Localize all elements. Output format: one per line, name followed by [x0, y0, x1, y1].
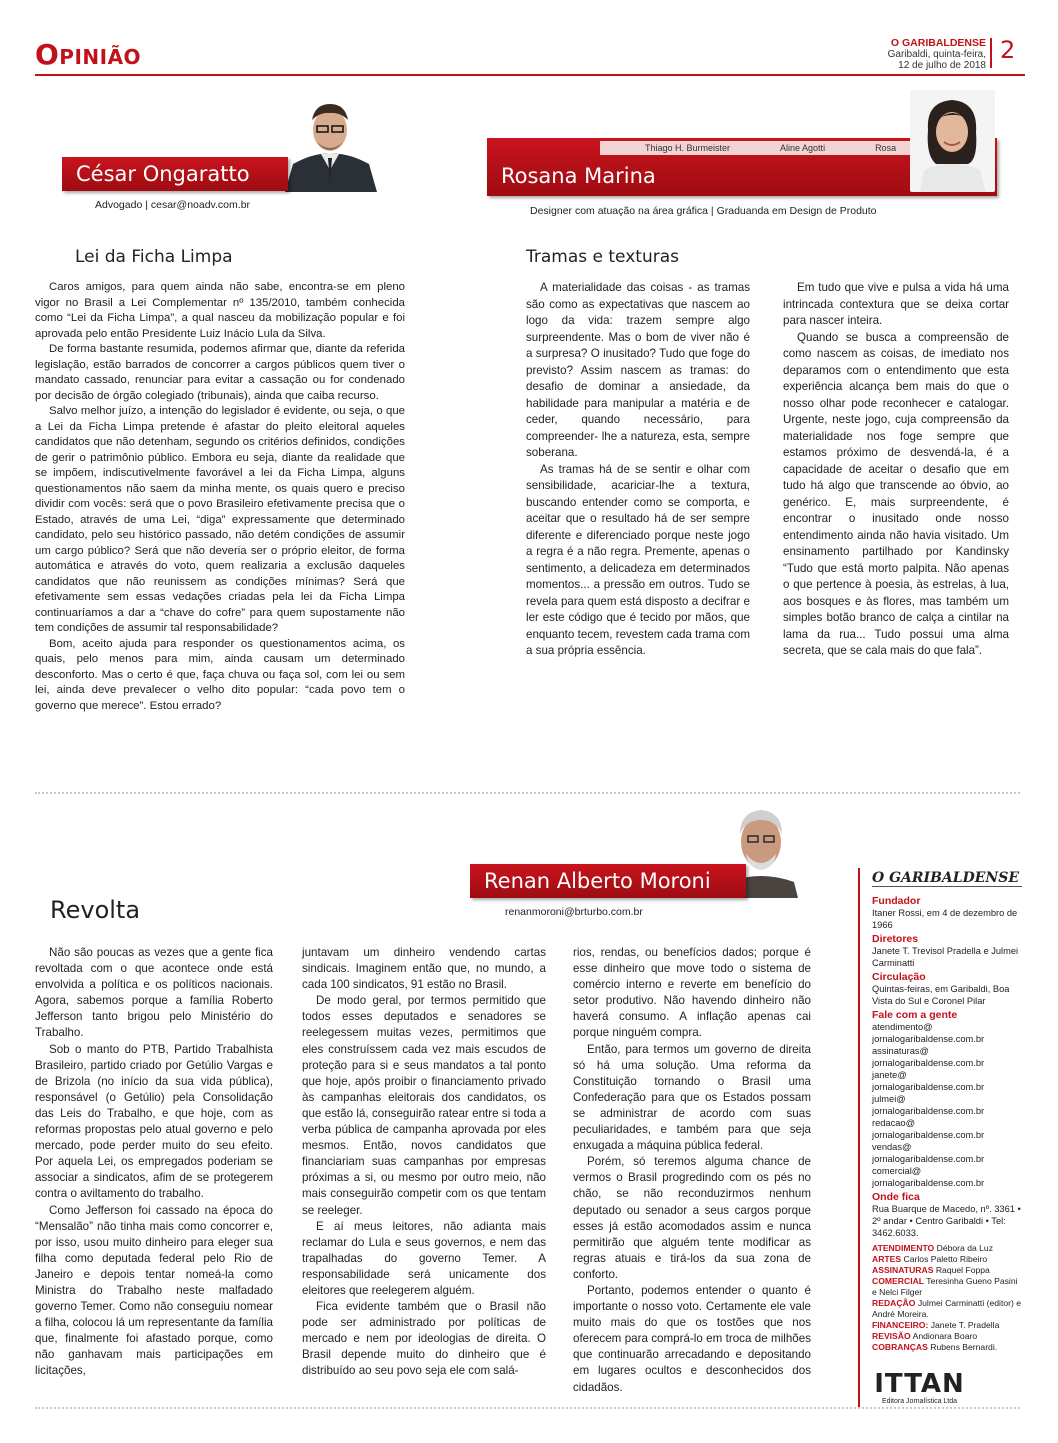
- contact-heading: Fale com a gente: [872, 1009, 958, 1021]
- columnist-tab: Aline Agotti: [780, 143, 826, 153]
- paragraph: Salvo melhor juízo, a intenção do legislador é evidente, ou seja, o que a Lei da Ficha Limpa pretende é afastar do pleito eleitoral aqueles candidatos que não detenham, segundo os critérios definidos, condições de gerir o patrimônio público. Embora eu seja, diante da realidade que se impõem, indiscutivelmente favorável a lei da Ficha Limpa, alguns questionamentos não saem da minha mente, os quais quero e preciso dividir com vocês: será que o povo Brasileiro efetivamente precisa que o Estado, através de uma Lei, “diga” expressamente que determinado candidato, pelo seu histórico passado, não detém condições de assumir um cargo público? Será que não deveria ser o próprio eleitor, de forma automática e através do voto, quem realizaria a exclusão daqueles candidatos que não reunissem as condições mínimas? Será que efetivamente sem essas vedações criadas pela lei da Ficha Limpa continuaríamos a dar a “chave do cofre” para quem supostamente não tem condições de assumir tal responsabilidade?: [35, 405, 405, 634]
- article-title-ficha-limpa: Lei da Ficha Limpa: [75, 247, 233, 267]
- email-line: jornalogaribaldense.com.br: [872, 1082, 985, 1092]
- article-body-ficha-limpa: [35, 280, 405, 714]
- staff-names: Julmei Carminatti (editor) e André Moreira.: [872, 1298, 1021, 1319]
- columnist-name: Rosana Marina: [501, 164, 656, 188]
- diretores-heading: Diretores: [872, 933, 919, 945]
- email-line: jornalogaribaldense.com.br: [872, 1106, 985, 1116]
- staff-role: ASSINATURAS: [872, 1265, 934, 1275]
- circulacao-heading: Circulação: [872, 971, 926, 983]
- columnist-byline-renan: renanmoroni@brturbo.com.br: [505, 906, 643, 918]
- email-line: jornalogaribaldense.com.br: [872, 1178, 985, 1188]
- staff-names: Débora da Luz: [936, 1243, 994, 1253]
- staff-names: Janete T. Pradella: [930, 1320, 1000, 1330]
- publication-info: [888, 38, 986, 71]
- section-divider: [35, 792, 1020, 794]
- fundador-heading: Fundador: [872, 895, 921, 907]
- paragraph: Como Jefferson foi cassado na época do “Mensalão” não tinha mais como concorrer e, por isso, usou muito dinheiro para eleger sua filha como deputada federal pelo Rio de Janeiro e depois tentar nomeá-la como Ministra do Trabalho neste malfadado governo Temer. Como não conseguiu nomear a filha, colocou lá um representante da família que, finalmente foi afastado porque, como não ganhavam mais participações em licitações,: [35, 1203, 273, 1378]
- expediente-sidebar: [872, 872, 1022, 1353]
- email-line: atendimento@: [872, 1022, 933, 1032]
- ittan-logo: [872, 1370, 967, 1405]
- columnist-photo-rosana: [910, 90, 995, 192]
- staff-role: REDAÇÃO: [872, 1298, 916, 1308]
- columnist-byline-cesar: Advogado | cesar@noadv.com.br: [95, 199, 251, 211]
- email-line: jornalogaribaldense.com.br: [872, 1154, 985, 1164]
- email-line: comercial@: [872, 1166, 922, 1176]
- staff-line: [872, 1254, 1022, 1265]
- paragraph: Quando se busca a compreensão de como nascem as coisas, de imediato nos deparamos com o entendimento que esta experiência alcança bem mais do que o nosso olhar pode reconhecer e catalogar. Urgente, neste jogo, cuja compreensão da materialidade nos foge sempre que estamos próximo de desvendá-la, é a capacidade de aceitar o desafio que em tudo há algo que transcende ao óbvio, ao genérico. E, mais surpreendente, é encontrar o inusitado onde nosso entendimento ainda não havia visitado. Um ensinamento partilhado por Kandinsky “Tudo que está morto palpita. Não apenas o que pertence à poesia, às estrelas, à lua, aos bosques e às flores, mas também um simples botão branco de calça a cintilar na lama da rua... Tudo possui uma alma secreta, que se cala mais do que fala”.: [783, 330, 1009, 657]
- paragraph: juntavam um dinheiro vendendo cartas sindicais. Imaginem então que, no mundo, a cada 100 sindicatos, 91 estão no Brasil.: [302, 946, 546, 992]
- columnist-tab: Rosa: [875, 143, 897, 153]
- email-line: redacao@: [872, 1118, 916, 1128]
- staff-role: ATENDIMENTO: [872, 1243, 935, 1253]
- paragraph: Bom, aceito ajuda para responder os questionamentos acima, os quais, pelo menos para mim, ainda causam um determinado desconforto. Mas o certo é que, faça chuva ou faça sol, com lei ou sem lei, ainda deve prevalecer o velho dito popular: “cada povo tem o governo que merece”. Estou errado?: [35, 637, 405, 712]
- sidebar-divider: [858, 868, 860, 1408]
- email-line: jornalogaribaldense.com.br: [872, 1058, 985, 1068]
- staff-names: Teresinha Gueno Pasini e Nelci Filger: [872, 1276, 1018, 1297]
- article-body-revolta-col1: [35, 945, 273, 1380]
- paragraph: Porém, só teremos alguma chance de vermos o Brasil progredindo com os pés no chão, se não reconduzirmos nenhum deputado ou senador a seus cargos porque esses já estão acomodados assim e nunca permitirão que alguém tente modificar as regras atuais e tirá-los da sua zona de conforto.: [573, 1155, 811, 1281]
- circulacao-text: Quintas-feiras, em Garibaldi, Boa Vista do Sul e Coronel Pilar: [872, 984, 1010, 1006]
- staff-line: [872, 1298, 1022, 1320]
- article-body-tramas-col1: [526, 280, 750, 660]
- publication-date-line-2: 12 de julho de 2018: [898, 60, 986, 71]
- page-number: 2: [1000, 36, 1016, 64]
- staff-line: [872, 1342, 1022, 1353]
- columnist-name: Renan Alberto Moroni: [484, 869, 711, 893]
- contact-emails: [872, 1021, 1022, 1189]
- article-body-revolta-col3: [573, 945, 811, 1396]
- paragraph: Sob o manto do PTB, Partido Trabalhista Brasileiro, partido criado por Getúlio Vargas e de Brizola (no início da sua vida pública), responsável (o Getúlio) pela Consolidação das Leis do Trabalho, e que hoje, com as reformas propostas pelo atual governo e pelo mercado, pode perder muito do seu efeito. Por aquela Lei, os empregados poderiam se associar a sindicatos, afim de se protegerem contra o aviltamento do trabalho.: [35, 1042, 273, 1201]
- staff-role: REVISÃO: [872, 1331, 911, 1341]
- diretores-text: Janete T. Trevisol Pradella e Julmei Carminatti: [872, 946, 1019, 968]
- email-line: assinaturas@: [872, 1046, 929, 1056]
- address-heading: Onde fica: [872, 1191, 920, 1203]
- columnist-byline-rosana: Designer com atuação na área gráfica | Graduanda em Design de Produto: [530, 205, 877, 217]
- paragraph: Portanto, podemos entender o quanto é importante o nosso voto. Certamente ele vale muito mais do que os tostões que nos oferecem para comprá-lo em troca de milhões que continuarão arrecadando e depositando em lugares ocultos e desconhecidos dos cidadãos.: [573, 1283, 811, 1394]
- staff-line: [872, 1276, 1022, 1298]
- page-number-divider: [990, 38, 992, 68]
- columnist-name: César Ongaratto: [76, 162, 250, 186]
- article-title-tramas: Tramas e texturas: [526, 247, 679, 267]
- email-line: jornalogaribaldense.com.br: [872, 1130, 985, 1140]
- staff-role: COMERCIAL: [872, 1276, 925, 1286]
- article-title-revolta: Revolta: [50, 896, 141, 924]
- page-bottom-divider: [35, 1407, 1020, 1409]
- paragraph: Fica evidente também que o Brasil não pode ser administrado por políticas de mercado e nem por ideologias de direita. O Brasil depende muito do dinheiro que é distribuído ao seu povo seja ele com salá-: [302, 1300, 546, 1378]
- paragraph: De forma bastante resumida, podemos afirmar que, diante da referida legislação, estão barrados de concorrer a cargos públicos quem tiver o mandato cassado, renunciar para evitar a cassação ou for condenado por decisão de órgão colegiado (tribunais), ainda que caiba recurso.: [35, 343, 405, 402]
- paragraph: E aí meus leitores, não adianta mais reclamar do Lula e seus governos, e nem das trapalhadas do governo Temer. A responsabilidade será unicamente dos eleitores que reelegerem alguém.: [302, 1219, 546, 1297]
- staff-names: Raquel Foppa: [935, 1265, 990, 1275]
- email-line: vendas@: [872, 1142, 912, 1152]
- paragraph: As tramas há de se sentir e olhar com sensibilidade, acariciar-lhe a textura, buscando entender como se comporta, e aceitar que o resultado há de ser sempre diferente e diferenciado porque neste jogo a regra é a não regra. Premente, apenas o sentimento, a delicadeza em determinados momentos... a pressão em outros. Tudo se revela para quem está disposto a decifrar e ler este código que é tecido por mãos, que enquanto tecem, revestem cada trama com a sua própria essência.: [526, 462, 750, 657]
- paragraph: Não são poucas as vezes que a gente fica revoltada com o que acontece onde está envolvida a política e os políticos nacionais. Agora, sabemos porque a família Roberto Jefferson tanto brigou pelo Ministério do Trabalho.: [35, 946, 273, 1040]
- staff-names: Andionara Boaro: [912, 1331, 978, 1341]
- staff-names: Rubens Bernardi.: [930, 1342, 998, 1352]
- staff-line: [872, 1243, 1022, 1254]
- paragraph: rios, rendas, ou benefícios dados; porque é esse dinheiro que move todo o sistema de comércio interno e reverte em benefício do setor produtivo. Não havendo dinheiro não haverá consumo. A inflação apenas cai porque ninguém compra.: [573, 946, 811, 1040]
- staff-role: ARTES: [872, 1254, 902, 1264]
- section-rule: [35, 74, 1025, 76]
- staff-line: [872, 1331, 1022, 1342]
- address-text: Rua Buarque de Macedo, nº. 3361 • 2º andar • Centro Garibaldi • Tel: 3462.6033.: [872, 1204, 1021, 1238]
- ittan-subtitle: Editora Jornalística Ltda: [881, 1398, 958, 1405]
- article-body-revolta-col2: [302, 945, 546, 1380]
- newspaper-logo: O GARIBALDENSE: [872, 872, 1022, 887]
- publication-name: O GARIBALDENSE: [890, 37, 986, 49]
- fundador-text: Itaner Rossi, em 4 de dezembro de 1966: [872, 908, 1018, 930]
- staff-role: FINANCEIRO:: [872, 1320, 929, 1330]
- staff-line: [872, 1265, 1022, 1276]
- columnist-name-banner-renan: [470, 864, 746, 898]
- email-line: julmei@: [872, 1094, 906, 1104]
- staff-line: [872, 1320, 1022, 1331]
- paragraph: A materialidade das coisas - as tramas são como as expectativas que nascem ao logo da vida: trazem sempre algo surpreendente. Mas o bom de viver não é a surpresa? O inusitado? Tudo que foge do previsto? Assim nascem as tramas: do desafio de dominar a ansiedade, da habilidade para manipular a matéria e de ceder, quando necessário, para compreender- lhe a natureza, esta, sempre soberana.: [526, 281, 750, 459]
- staff-names: Carlos Paletto Ribeiro: [903, 1254, 988, 1264]
- publication-date-line-1: Garibaldi, quinta-feira,: [887, 49, 986, 60]
- paragraph: Em tudo que vive e pulsa a vida há uma intrincada contextura que se deixa cortar para nascer inteira.: [783, 281, 1009, 327]
- columnist-name-banner-cesar: [62, 157, 288, 191]
- ittan-wordmark: ITTAN: [874, 1369, 965, 1399]
- email-line: jornalogaribaldense.com.br: [872, 1034, 985, 1044]
- staff-role: COBRANÇAS: [872, 1342, 928, 1352]
- columnist-tab: Thiago H. Burmeister: [645, 143, 731, 153]
- email-line: janete@: [872, 1070, 907, 1080]
- section-title: Opinião: [35, 38, 142, 71]
- paragraph: De modo geral, por termos permitido que todos esses deputados e senadores se reelegessem muitas vezes, permitimos que eles construíssem cada vez mais escudos de proteção para si e seus mandatos a tal ponto que hoje, após proibir o financiamento privado às campanhas eleitorais dos candidatos, os que estão lá, conseguirão ratear entre si toda a verba pública de campanha aprovada por eles mesmos. Então, novos candidatos que financiariam suas campanhas por empresas próximas a si, ou mesmo por outro meio, não mais conseguirão competir com os que tentam se reeleger.: [302, 994, 546, 1217]
- paragraph: Então, para termos um governo de direita só há uma solução. Uma reforma da Constituição tornando o Brasil uma Confederação para que os Estados possam se administrar de acordo com suas peculiaridades, e também para que seja enxugada a máquina pública federal.: [573, 1042, 811, 1153]
- article-body-tramas-col2: [783, 280, 1009, 660]
- staff-list: [872, 1243, 1022, 1353]
- paragraph: Caros amigos, para quem ainda não sabe, encontra-se em pleno vigor no Brasil a Lei Complementar nº 135/2010, também conhecida como “Lei da Ficha Limpa”, a qual nasceu da mobilização popular e foi aprovada pelo então Presidente Luiz Inácio Lula da Silva.: [35, 281, 405, 340]
